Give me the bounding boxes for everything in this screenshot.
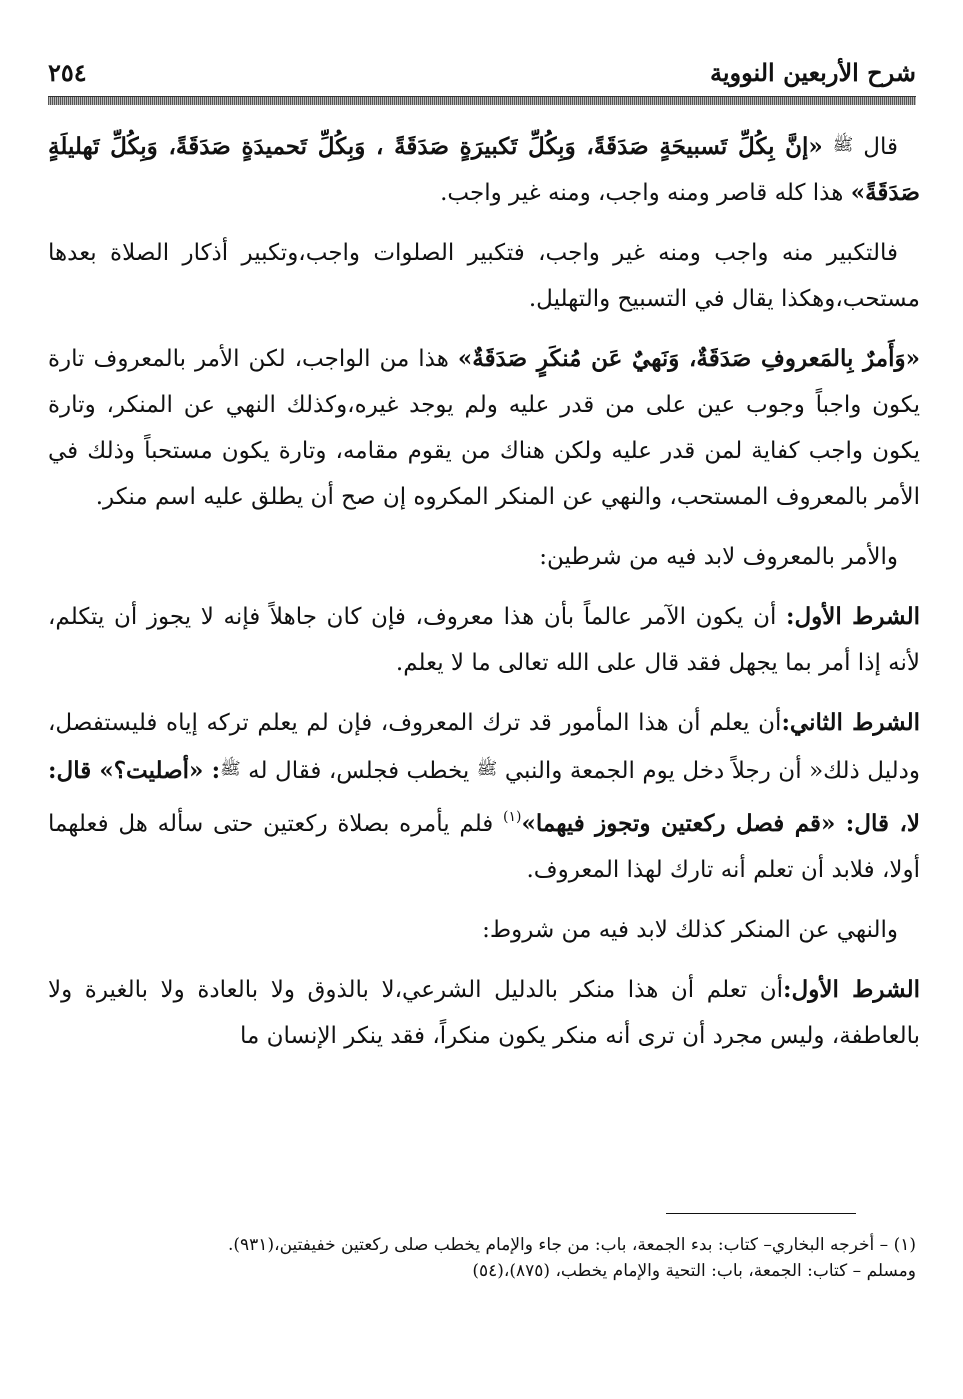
condition-heading: الشرط الأول: [785, 603, 920, 630]
book-title: شرح الأربعين النووية [709, 57, 916, 87]
text-run: قال [863, 134, 899, 160]
salawat-glyph: ﷺ [220, 759, 241, 779]
page-number: ٢٥٤ [48, 57, 87, 87]
text-run: أن تعلم أن هذا منكر بالدليل الشرعي،لا بالذوق ولا بالعادة ولا بالغيرة ولا بالعاطفة، وليس مجرد أن ترى أنه منكر يكون منكراً، فقد ينكر الإنسان ما [48, 977, 920, 1049]
paragraph-nahy-first-condition [48, 967, 920, 1059]
text-run: هذا كله قاصر ومنه واجب، ومنه غير واجب. [440, 180, 851, 206]
salawat-glyph: ﷺ [476, 759, 498, 779]
paragraph-nahy-conditions: والنهي عن المنكر كذلك لابد فيه من شروط: [482, 917, 898, 943]
salawat-glyph: ﷺ [832, 135, 854, 155]
text-run: أن يكون الآمر عالماً بأن هذا معروف، فإن كان جاهلاً فإنه لا يجوز أن يتكلم، لأنه إذا أمر بما يجهل فقد قال على الله تعالى ما لا يعلم. [48, 604, 920, 676]
running-header [48, 52, 916, 92]
paragraph-amr-maruf [48, 336, 920, 520]
paragraph-two-conditions: والأمر بالمعروف لابد فيه من شرطين: [539, 544, 898, 570]
footnotes [48, 1232, 916, 1284]
body-text [48, 122, 920, 1073]
footnote-reference[interactable]: (١) [503, 809, 522, 825]
footnote-divider [666, 1213, 856, 1214]
text-run: هذا من الواجب، لكن الأمر بالمعروف تارة يكون واجباً وجوب عين على من قدر عليه ولم يوجد غيره،وكذلك النهي عن المنكر، وتارة يكون واجب كفاية لمن قدر عليه ولكن هناك من يقوم مقامه، وتارة يكون مستحباً وذلك في الأمر بالمعروف المستحب، والنهي عن المنكر المكروه إن صح أن يطلق عليه اسم منكر. [48, 346, 920, 510]
condition-heading: الشرط الثاني: [781, 709, 921, 736]
hadith-quote: «وَأَمرٌ بِالمَعروفِ صَدَقَةٌ، وَنَهيٌ عَن مُنكَرٍ صَدَقَةٌ» [457, 345, 920, 372]
header-divider [48, 96, 916, 105]
footnote-line: (١) – أخرجه البخاري– كتاب: بدء الجمعة، باب: من جاء والإمام يخطب صلى ركعتين خفيفتين،(٩٣١). [228, 1235, 916, 1255]
paragraph-second-condition [48, 700, 920, 893]
paragraph-takbir: فالتكبير منه واجب ومنه غير واجب، فتكبير الصلوات واجب،وتكبير أذكار الصلاة بعدها مستحب،وهكذا يقال في التسبيح والتهليل. [48, 240, 920, 312]
footnote-line: ومسلم – كتاب: الجمعة، باب: التحية والإمام يخطب، (٨٧٥)،(٥٤) [472, 1261, 916, 1281]
condition-heading: الشرط الأول: [783, 976, 921, 1003]
text-run: يخطب فجلس، فقال له [248, 758, 477, 784]
paragraph-hadith-dhikr [48, 122, 920, 216]
text-run: فلم يأمره بصلاة ركعتين حتى سأله هل فعلهما أولا، فلابد أن تعلم أنه تارك لهذا المعروف. [48, 811, 920, 883]
text-run: أن يعلم أن هذا المأمور قد ترك المعروف، فإن لم يعلم تركه إياه فليستفصل، ودليل ذلك« أن رجلاً دخل يوم الجمعة والنبي [48, 710, 921, 784]
hadith-quote: «إنَّ بِكُلِّ تَسبيحَةٍ صَدَقَةً، وَبِكُلِّ تَكبيرَةٍ صَدَقَةً ، وَبِكُلِّ تَحميدَةٍ صَدَقَةً، وَبِكُلِّ تَهليلَةٍ صَدَقَةً» [48, 133, 920, 206]
hadith-quote: : «أصليت؟» قال: لا، قال: «قم فصل ركعتين وتجوز فيهما» [48, 757, 920, 837]
paragraph-first-condition [48, 594, 920, 686]
